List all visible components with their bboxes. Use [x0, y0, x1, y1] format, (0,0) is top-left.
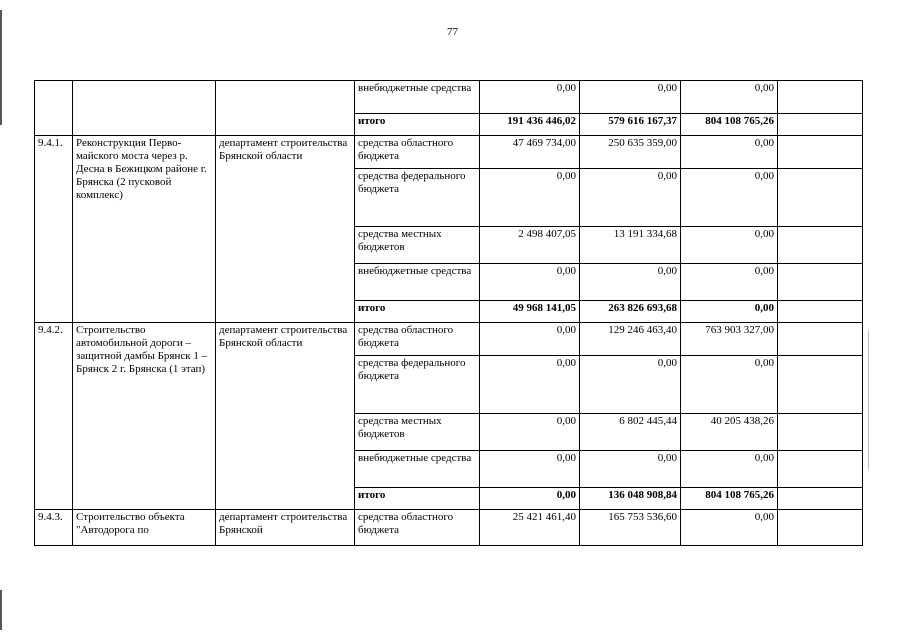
section-code	[35, 81, 73, 136]
table-body	[35, 81, 863, 546]
amount-year-1: 0,00	[480, 414, 580, 451]
funding-source: внебюджетные средства	[355, 264, 480, 301]
amount-year-2: 250 635 359,00	[580, 136, 681, 169]
amount-year-1: 0,00	[480, 356, 580, 414]
amount-year-2: 129 246 463,40	[580, 323, 681, 356]
empty-cell	[778, 81, 863, 114]
section-executor: департамент строительства Брянской области	[216, 323, 355, 510]
section-title: Реконструкция Перво-майского моста через р. Десна в Бежицком районе г. Брянска (2 пусковой комплекс)	[73, 136, 216, 323]
empty-cell	[778, 356, 863, 414]
amount-year-3: 0,00	[681, 136, 778, 169]
section-code: 9.4.1.	[35, 136, 73, 323]
amount-year-3: 0,00	[681, 81, 778, 114]
table-row	[35, 510, 863, 546]
scan-edge-line	[0, 590, 2, 630]
funding-source: средства областного бюджета	[355, 323, 480, 356]
page-number: 77	[447, 26, 458, 38]
amount-year-3: 763 903 327,00	[681, 323, 778, 356]
amount-year-2: 0,00	[580, 81, 681, 114]
empty-cell	[778, 451, 863, 488]
amount-year-2: 165 753 536,60	[580, 510, 681, 546]
empty-cell	[778, 136, 863, 169]
amount-year-1: 0,00	[480, 323, 580, 356]
empty-cell	[778, 169, 863, 227]
amount-year-1: 0,00	[480, 264, 580, 301]
amount-year-1: 191 436 446,02	[480, 114, 580, 136]
funding-source: внебюджетные средства	[355, 451, 480, 488]
section-executor: департамент строительства Брянской	[216, 510, 355, 546]
section-code: 9.4.3.	[35, 510, 73, 546]
empty-cell	[778, 323, 863, 356]
amount-year-3: 40 205 438,26	[681, 414, 778, 451]
empty-cell	[778, 414, 863, 451]
amount-year-3: 0,00	[681, 510, 778, 546]
budget-table	[34, 80, 863, 546]
table-row	[35, 136, 863, 169]
amount-year-2: 13 191 334,68	[580, 227, 681, 264]
table-row	[35, 81, 863, 114]
amount-year-1: 0,00	[480, 451, 580, 488]
amount-year-3: 0,00	[681, 356, 778, 414]
section-executor: департамент строительства Брянской области	[216, 136, 355, 323]
amount-year-3: 0,00	[681, 169, 778, 227]
funding-source: средства местных бюджетов	[355, 414, 480, 451]
funding-source: средства областного бюджета	[355, 510, 480, 546]
total-label: итого	[355, 114, 480, 136]
amount-year-3: 0,00	[681, 264, 778, 301]
amount-year-1: 49 968 141,05	[480, 301, 580, 323]
amount-year-1: 47 469 734,00	[480, 136, 580, 169]
amount-year-2: 263 826 693,68	[580, 301, 681, 323]
amount-year-1: 25 421 461,40	[480, 510, 580, 546]
section-title	[73, 81, 216, 136]
amount-year-3: 0,00	[681, 301, 778, 323]
amount-year-2: 0,00	[580, 451, 681, 488]
amount-year-2: 579 616 167,37	[580, 114, 681, 136]
empty-cell	[778, 114, 863, 136]
empty-cell	[778, 227, 863, 264]
amount-year-2: 0,00	[580, 264, 681, 301]
section-title: Строительство объекта "Автодорога по	[73, 510, 216, 546]
amount-year-3: 0,00	[681, 451, 778, 488]
empty-cell	[778, 301, 863, 323]
amount-year-1: 0,00	[480, 488, 580, 510]
funding-source: средства федерального бюджета	[355, 356, 480, 414]
empty-cell	[778, 510, 863, 546]
table-row	[35, 323, 863, 356]
section-code: 9.4.2.	[35, 323, 73, 510]
amount-year-2: 0,00	[580, 169, 681, 227]
total-label: итого	[355, 488, 480, 510]
funding-source: средства областного бюджета	[355, 136, 480, 169]
section-title: Строительство автомобильной дороги – защитной дамбы Брянск 1 – Брянск 2 г. Брянска (1 этап)	[73, 323, 216, 510]
amount-year-3: 804 108 765,26	[681, 114, 778, 136]
amount-year-2: 6 802 445,44	[580, 414, 681, 451]
amount-year-1: 0,00	[480, 169, 580, 227]
amount-year-1: 0,00	[480, 81, 580, 114]
empty-cell	[778, 488, 863, 510]
scan-edge-line	[868, 330, 869, 470]
amount-year-1: 2 498 407,05	[480, 227, 580, 264]
amount-year-3: 0,00	[681, 227, 778, 264]
empty-cell	[778, 264, 863, 301]
section-executor	[216, 81, 355, 136]
amount-year-3: 804 108 765,26	[681, 488, 778, 510]
funding-source: внебюджетные средства	[355, 81, 480, 114]
funding-source: средства федерального бюджета	[355, 169, 480, 227]
total-label: итого	[355, 301, 480, 323]
amount-year-2: 136 048 908,84	[580, 488, 681, 510]
funding-source: средства местных бюджетов	[355, 227, 480, 264]
amount-year-2: 0,00	[580, 356, 681, 414]
